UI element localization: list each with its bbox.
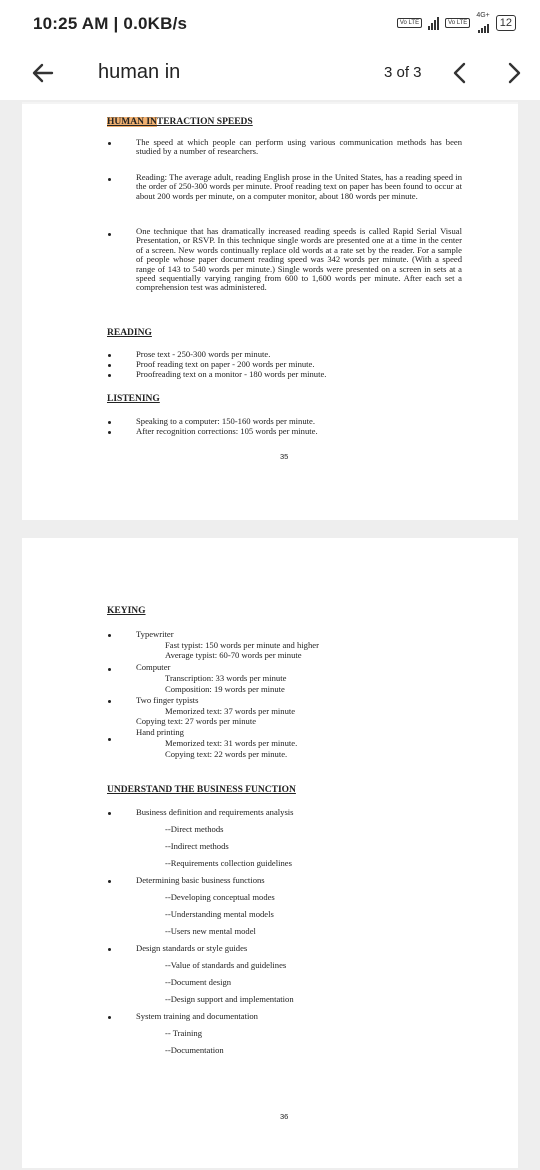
business-subitem: --Users new mental model <box>165 926 256 936</box>
bullet <box>108 668 111 671</box>
bullet <box>108 812 111 815</box>
section-heading-listening: LISTENING <box>107 394 160 404</box>
previous-match-icon[interactable] <box>448 60 472 86</box>
business-item: Determining basic business functions <box>136 875 265 885</box>
heading-rest: TERACTION SPEEDS <box>156 117 253 127</box>
next-match-icon[interactable] <box>502 60 526 86</box>
bullet <box>108 948 111 951</box>
reading-item: Proofreading text on a monitor - 180 words per minute. <box>136 369 327 379</box>
bullet <box>108 700 111 703</box>
business-item: Business definition and requirements analysis <box>136 807 294 817</box>
search-query-title: human in <box>98 61 181 83</box>
listening-item: Speaking to a computer: 150-160 words per minute. <box>136 416 316 426</box>
business-item: Design standards or style guides <box>136 943 248 953</box>
paragraph-rsvp: One technique that has dramatically increased reading speeds is called Rapid Serial Visual Presentation, or RSVP. In this technique single words are presented one at a time in the center of a screen. New words continually replace old words at a rate set by the reader. For a sample of people whose paper document reading speed was 342 words per minute. (With a speed range of 143 to 540 words per minute.) Single words were presented on a screen in sets at a speed sequentially varying ranging from 600 to 1,600 words per minute. After each set a comprehension test was administered. <box>136 226 462 293</box>
bullet <box>108 364 111 367</box>
keying-memorized-1: Memorized text: 37 words per minute <box>165 706 296 716</box>
page-number: 35 <box>280 452 289 461</box>
paragraph-reading: Reading: The average adult, reading English prose in the United States, has a reading speed in the order of 250-300 words per minute. Proof reading text on paper has been found to occur at about 200 words per minute, on a computer monitor, about 180 words per minute. <box>136 172 462 201</box>
business-subitem: --Documentation <box>165 1045 224 1055</box>
bullet <box>108 431 111 434</box>
page-top-edge <box>22 102 518 104</box>
business-subitem: --Document design <box>165 977 232 987</box>
keying-fast-typist: Fast typist: 150 words per minute and higher <box>165 640 319 650</box>
bullet <box>108 178 111 181</box>
app-bar <box>0 48 540 100</box>
match-counter: 3 of 3 <box>384 64 422 81</box>
status-icons <box>397 12 516 33</box>
battery-icon: 12 <box>496 15 516 31</box>
keying-copying-2: Copying text: 22 words per minute. <box>165 749 288 759</box>
section-heading-interaction-speeds <box>107 117 253 127</box>
keying-typewriter: Typewriter <box>136 629 174 639</box>
business-subitem: --Value of standards and guidelines <box>165 960 287 970</box>
bullet <box>108 233 111 236</box>
listening-item: After recognition corrections: 105 words per minute. <box>136 426 318 436</box>
keying-composition: Composition: 19 words per minute <box>165 684 285 694</box>
keying-two-finger: Two finger typists <box>136 695 199 705</box>
search-highlight: HUMAN IN <box>107 117 157 127</box>
back-arrow-icon[interactable] <box>30 60 56 86</box>
keying-hand-printing: Hand printing <box>136 727 184 737</box>
bullet <box>108 1016 111 1019</box>
section-heading-keying: KEYING <box>107 606 146 616</box>
business-subitem: -- Training <box>165 1028 203 1038</box>
signal-icon-2 <box>478 19 489 33</box>
bullet <box>108 354 111 357</box>
keying-transcription: Transcription: 33 words per minute <box>165 673 287 683</box>
bullet <box>108 374 111 377</box>
business-subitem: --Design support and implementation <box>165 994 294 1004</box>
bullet <box>108 142 111 145</box>
bullet <box>108 421 111 424</box>
status-time: 10:25 AM | 0.0KB/s <box>33 14 188 33</box>
business-subitem: --Direct methods <box>165 824 224 834</box>
keying-computer: Computer <box>136 662 171 672</box>
business-subitem: --Requirements collection guidelines <box>165 858 292 868</box>
keying-memorized-2: Memorized text: 31 words per minute. <box>165 738 298 748</box>
document-page-36 <box>22 538 518 1168</box>
bullet <box>108 880 111 883</box>
document-page-35 <box>22 102 518 520</box>
signal-icon-1 <box>428 16 439 30</box>
page-number: 36 <box>280 1112 289 1121</box>
reading-item: Proof reading text on paper - 200 words per minute. <box>136 359 315 369</box>
bullet <box>108 634 111 637</box>
volte-badge-2: Vo LTE <box>445 18 470 28</box>
section-heading-business-function: UNDERSTAND THE BUSINESS FUNCTION <box>107 785 296 795</box>
network-type-label: 4G+ <box>476 12 490 19</box>
bullet <box>108 738 111 741</box>
volte-badge-1: Vo LTE <box>397 18 422 28</box>
paragraph-intro: The speed at which people can perform using various communication methods has been studied by a number of researchers. <box>136 137 462 157</box>
business-item: System training and documentation <box>136 1011 258 1021</box>
network-type <box>476 12 489 33</box>
business-subitem: --Developing conceptual modes <box>165 892 275 902</box>
status-bar <box>0 0 540 48</box>
business-subitem: --Understanding mental models <box>165 909 274 919</box>
keying-average-typist: Average typist: 60-70 words per minute <box>165 650 302 660</box>
business-subitem: --Indirect methods <box>165 841 229 851</box>
keying-copying-1: Copying text: 27 words per minute <box>136 716 257 726</box>
section-heading-reading: READING <box>107 328 152 338</box>
reading-item: Prose text - 250-300 words per minute. <box>136 349 271 359</box>
